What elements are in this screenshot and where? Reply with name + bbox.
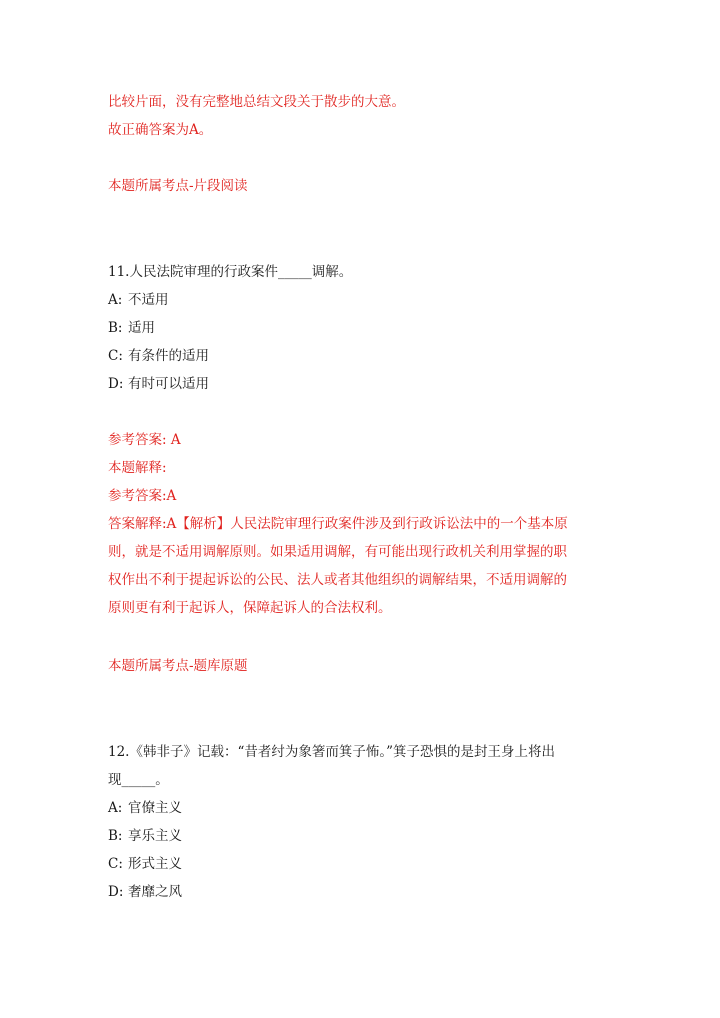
question-11-analysis-line: 答案解释:A【解析】人民法院审理行政案件涉及到行政诉讼法中的一个基本原 — [108, 516, 568, 532]
option-text: 适用 — [128, 320, 155, 336]
option-key: C: — [108, 856, 123, 872]
option-text: 官僚主义 — [128, 800, 182, 816]
prev-explanation-line: 比较片面，没有完整地总结文段关于散步的大意。 — [108, 94, 405, 110]
question-11-option-b — [108, 318, 155, 338]
option-text: 奢靡之风 — [128, 884, 182, 900]
question-11-option-c — [108, 346, 209, 366]
question-number: 12. — [108, 744, 130, 760]
option-text: 享乐主义 — [128, 828, 182, 844]
option-key: D: — [108, 376, 124, 392]
question-11-stem — [108, 262, 352, 282]
question-11-analysis-line: 权作出不利于提起诉讼的公民、法人或者其他组织的调解结果，不适用调解的 — [108, 572, 567, 588]
option-key: B: — [108, 828, 123, 844]
question-12-option-d — [108, 882, 182, 902]
question-stem-text: 人民法院审理的行政案件_____调解。 — [129, 264, 353, 280]
question-11-option-a — [108, 290, 169, 310]
question-12-option-c — [108, 854, 182, 874]
option-text: 不适用 — [128, 292, 169, 308]
option-text: 有条件的适用 — [128, 348, 209, 364]
question-12-option-b — [108, 826, 182, 846]
document-page — [108, 0, 618, 1018]
question-stem-text: 《韩非子》记载：“昔者纣为象箸而箕子怖。”箕子恐惧的是封王身上将出 — [129, 744, 556, 760]
question-12-option-a — [108, 798, 182, 818]
question-11-analysis-line: 原则更有利于起诉人，保障起诉人的合法权利。 — [108, 600, 392, 616]
option-text: 有时可以适用 — [128, 376, 209, 392]
question-number: 11. — [108, 264, 130, 280]
option-key: C: — [108, 348, 123, 364]
question-11-option-d — [108, 374, 209, 394]
prev-topic: 本题所属考点-片段阅读 — [108, 178, 248, 194]
option-key: A: — [108, 292, 123, 308]
question-12-stem — [108, 742, 555, 762]
question-12-stem-continued: 现_____。 — [108, 772, 169, 788]
question-11-explain-label: 本题解释: — [108, 460, 167, 476]
prev-explanation-line: 故正确答案为A。 — [108, 122, 213, 138]
question-11-analysis-line: 则，就是不适用调解原则。如果适用调解，有可能出现行政机关利用掌握的职 — [108, 544, 567, 560]
option-key: B: — [108, 320, 123, 336]
option-key: D: — [108, 884, 124, 900]
question-11-topic: 本题所属考点-题库原题 — [108, 658, 248, 674]
question-11-answer: 参考答案: A — [108, 432, 181, 448]
option-key: A: — [108, 800, 123, 816]
option-text: 形式主义 — [128, 856, 182, 872]
question-11-answer-repeat: 参考答案:A — [108, 488, 177, 504]
